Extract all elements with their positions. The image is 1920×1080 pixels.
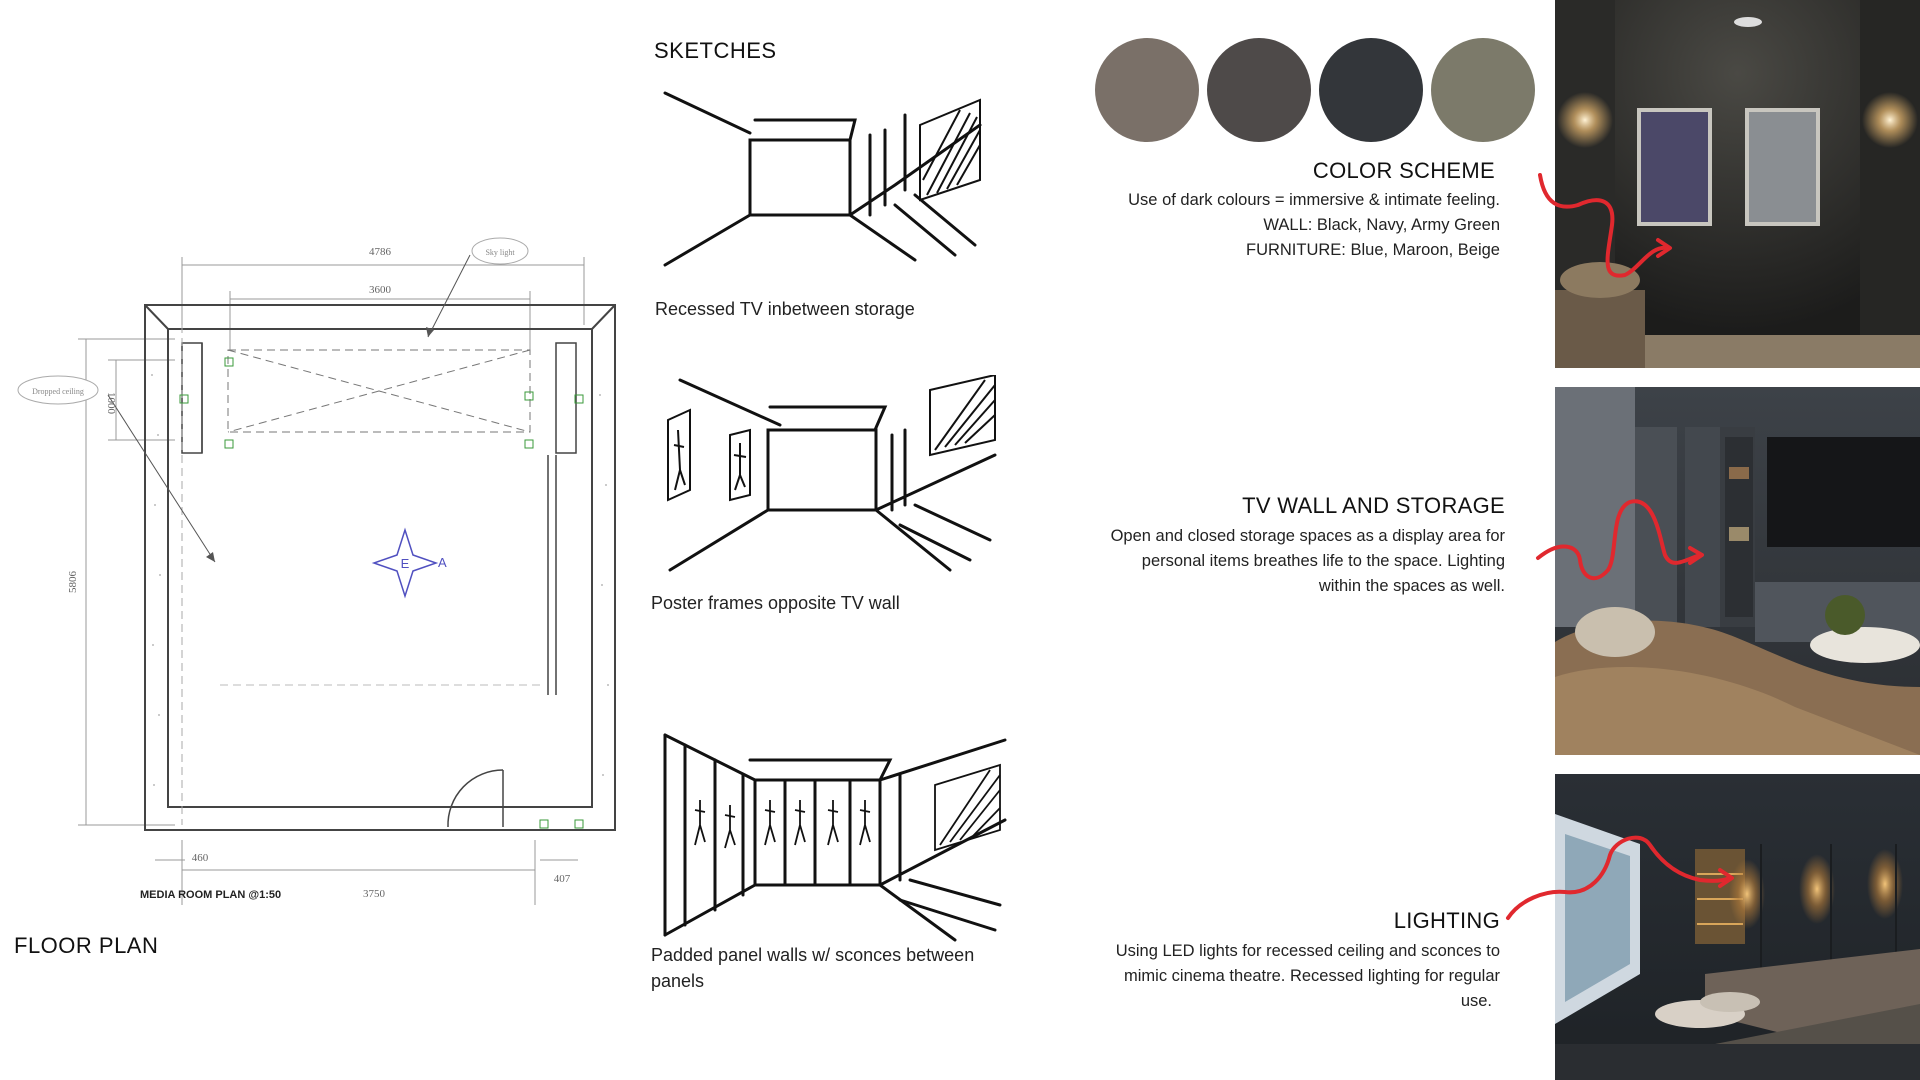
sketch-recessed-tv <box>655 85 985 275</box>
sketch-padded-panels <box>655 730 1010 945</box>
plan-label: MEDIA ROOM PLAN @1:50 <box>140 889 282 901</box>
lighting-line-2: mimic cinema theatre. Recessed lighting for regular <box>1124 966 1500 985</box>
tv-wall-title: TV WALL AND STORAGE <box>1242 493 1505 518</box>
photo-poster-wall <box>1555 0 1920 368</box>
tv-wall-line-2: personal items breathes life to the space. Lighting <box>1141 551 1505 570</box>
color-swatch-1 <box>1095 38 1199 142</box>
lighting-title: LIGHTING <box>1393 908 1500 933</box>
tv-wall-line-3: within the spaces as well. <box>1318 576 1505 595</box>
tv-wall-line-1: Open and closed storage spaces as a display area for <box>1110 527 1505 545</box>
color-swatch-4 <box>1431 38 1535 142</box>
elevation-marker-e: E <box>400 556 410 571</box>
tv-wall-text <box>945 524 1505 598</box>
color-scheme-title: COLOR SCHEME <box>1312 158 1495 183</box>
dim-bottom-center: 3750 <box>363 888 385 900</box>
color-scheme-line-3: FURNITURE: Blue, Maroon, Beige <box>1245 240 1500 259</box>
dim-top-inner: 3600 <box>369 284 391 296</box>
sketch-caption-2: Poster frames opposite TV wall <box>651 593 900 613</box>
lighting-line-3: use. <box>1460 991 1492 1010</box>
color-scheme-line-2: WALL: Black, Navy, Army Green <box>1263 215 1500 234</box>
color-scheme-line-1: Use of dark colours = immersive & intimate feeling. <box>1128 191 1500 209</box>
floor-plan-title: FLOOR PLAN <box>14 933 159 958</box>
sketch-caption-3: Padded panel walls w/ sconces between panels <box>651 945 975 992</box>
dim-left-upper: 1000 <box>105 392 117 414</box>
dim-left-overall: 5806 <box>67 571 79 593</box>
color-swatch-2 <box>1207 38 1311 142</box>
lighting-text <box>960 939 1500 1013</box>
dim-bottom-left: 460 <box>191 852 209 864</box>
sketch-caption-1: Recessed TV inbetween storage <box>655 299 915 319</box>
skylight-callout: Sky light <box>485 248 515 257</box>
sketches-title: SKETCHES <box>654 38 777 63</box>
photo-tv-wall-storage <box>1555 387 1920 755</box>
floor-plan-drawing <box>0 225 640 925</box>
dim-bottom-right: 407 <box>553 873 571 885</box>
color-scheme-text <box>980 188 1500 262</box>
elevation-marker-a: A <box>438 555 447 570</box>
photo-lighting <box>1555 774 1920 1080</box>
dropped-ceiling-callout: Dropped ceiling <box>32 387 84 396</box>
color-swatch-3 <box>1319 38 1423 142</box>
lighting-line-1: Using LED lights for recessed ceiling and sconces to <box>1115 942 1500 960</box>
dim-top-outer: 4786 <box>369 246 391 258</box>
